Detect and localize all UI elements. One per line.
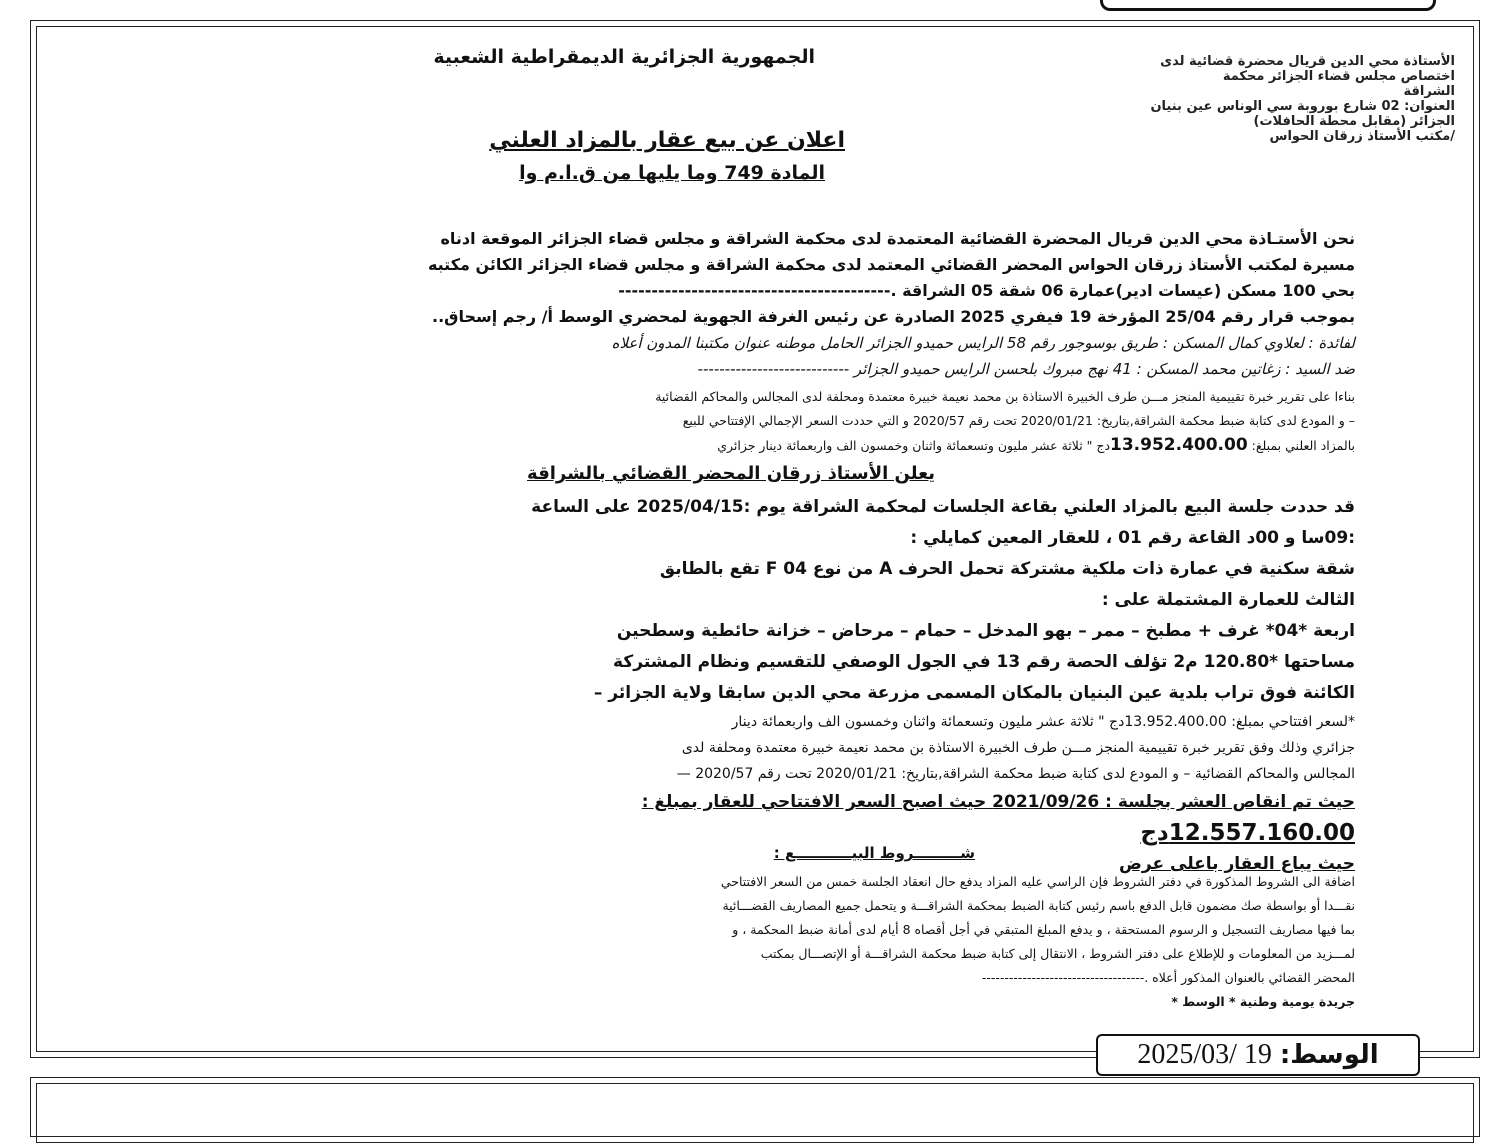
sale-line: اربعة *04* غرف + مطبخ – ممر – بهو المدخل – حمام – مرحاض – خزانة حائطية وسطحين: [616, 621, 1355, 641]
conditions-paragraph: [85, 870, 1355, 1014]
expertise-paragraph: [85, 385, 1355, 458]
condition-line: المحضر القضائي بالعنوان المذكور أعلاه .------------------------------------: [981, 970, 1355, 985]
initial-price-amount: 13.952.400.00: [1110, 435, 1248, 455]
sale-line: :09سا و 00د القاعة رقم 01 ، للعقار المعين كمايلي :: [910, 528, 1355, 548]
initial-price-suffix: دج " ثلاثة عشر مليون وتسعمائة واثنان وخمسون الف واربعمائة دينار جزائري: [717, 438, 1111, 453]
office-line: العنوان: 02 شارع بوروبة سي الوناس عين بنيان: [1150, 99, 1455, 114]
sale-line: الثالث للعمارة المشتملة على :: [1101, 590, 1355, 610]
intro-line: مسيرة لمكتب الأستاذ زرقان الحواس المحضر القضائي المعتمد لدى محكمة الشراقة و مجلس قضاء الجزائر الكائن مكتبه: [427, 255, 1355, 274]
publication-date: 2025/03/ 19: [1137, 1039, 1272, 1070]
notice-title: اعلان عن بيع عقار بالمزاد العلني: [489, 128, 845, 153]
reduced-price-amount: 12.557.160.00دج: [1140, 820, 1355, 846]
highest-bid-note: حيث يباع العقار باعلى عرض: [1119, 854, 1355, 874]
office-line: /مكتب الأستاذ زرقان الحواس: [1269, 129, 1455, 144]
condition-line: نقـــدا أو بواسطة صك مضمون قابل الدفع باسم رئيس كتابة الضبط بمحكمة الشراقـــة و يتحمل جميع المصاريف القضـــائية: [722, 898, 1355, 913]
initial-price-prefix: بالمزاد العلني بمبلغ:: [1251, 438, 1355, 453]
expertise-line: – و المودع لدى كتابة ضبط محكمة الشراقة,بتاريخ: 2020/01/21 تحت رقم 2020/57 و التي حددت السعر الإجمالي الإفتتاحي للبيع: [682, 413, 1355, 428]
expertise-line: بناءا على تقرير خبرة تقييمية المنجز مـــن طرف الخبيرة الاستاذة بن محمد نعيمة خبيرة معتمدة ومحلفة لدى المجالس والمحاكم القضائية: [655, 389, 1355, 404]
sale-line: الكائنة فوق تراب بلدية عين البنيان بالمكان المسمى مزرعة محي الدين سابقا ولاية الجزائر –: [593, 683, 1355, 703]
condition-line: لمـــزيد من المعلومات و للإطلاع على دفتر الشروط ، الانتقال إلى كتابة ضبط محكمة الشراقـــة أو الإتصـــال بمكتب: [760, 946, 1355, 961]
office-line: الشراقة: [1403, 84, 1455, 99]
initial-price-line: [85, 433, 1355, 458]
republic-header: الجمهورية الجزائرية الديمقراطية الشعبية: [433, 46, 815, 68]
intro-line: نحن الأستـاذة محي الدين قريال المحضرة القضائية المعتمدة لدى محكمة الشراقة و مجلس قضاء الجزائر الموقعة ادناه: [440, 229, 1355, 248]
newspaper-name: الوسط:: [1279, 1040, 1379, 1070]
condition-line: اضافة الى الشروط المذكورة في دفتر الشروط فإن الراسي عليه المزاد يدفع حال انعقاد الجلسة خمس من السعر الافتتاحي: [720, 874, 1355, 889]
sale-details: [85, 492, 1355, 880]
office-line: الأستاذة محي الدين قريال محضرة قضائية لدى: [1160, 54, 1455, 69]
conditions-heading: شـــــــــروط البيـــــــــــع :: [773, 844, 975, 862]
intro-paragraph: [85, 226, 1355, 382]
auction-notice-document: [60, 40, 1455, 1040]
next-frame-inner: [36, 1083, 1474, 1143]
intro-line: بموجب قرار رقم 25/04 المؤرخة 19 فيفري 2025 الصادرة عن رئيس الغرفة الجهوية لمحضري الوسط أ/ رجم إسحاق..: [432, 307, 1355, 326]
condition-line: بما فيها مصاريف التسجيل و الرسوم المستحقة ، و يدفع المبلغ المتبقي في أجل أقصاه 8 أيام لدى أمانة ضبط المحكمة ، و: [732, 922, 1355, 937]
top-tab-decoration: [1100, 0, 1436, 11]
sale-line: قد حددت جلسة البيع بالمزاد العلني بقاعة الجلسات لمحكمة الشراقة يوم :2025/04/15 على الساعة: [531, 497, 1355, 517]
announcement-heading: يعلن الأستاذ زرقان المحضر القضائي بالشراقة: [527, 463, 935, 484]
price-reduction-line: حيث تم انقاص العشر بجلسة : 2021/09/26 حيث اصبح السعر الافتتاحي للعقار بمبلغ :: [641, 792, 1355, 812]
notice-subtitle: المادة 749 وما يليها من ق.ا.م وا: [519, 162, 825, 184]
against-line: ضد السيد : زغاتين محمد المسكن : 41 نهج مبروك بلحسن الرايس حميدو الجزائر ----------------------------: [697, 360, 1355, 378]
sale-line: شقة سكنية في عمارة ذات ملكية مشتركة تحمل الحرف A من نوع F 04 تقع بالطابق: [659, 559, 1355, 579]
intro-line: بحي 100 مسكن (عيسات ادير)عمارة 06 شقة 05 الشراقة .-----------------------------------------: [618, 281, 1355, 300]
price-detail-line: المجالس والمحاكم القضائية – و المودع لدى كتابة ضبط محكمة الشراقة,بتاريخ: 2020/01/21 تحت رقم 2020/57 —: [676, 766, 1355, 782]
price-detail-line: *لسعر افتتاحي بمبلغ: 13.952.400.00دج " ثلاثة عشر مليون وتسعمائة واثنان وخمسون الف واربعمائة دينار: [731, 714, 1355, 730]
office-line: اختصاص مجلس قضاء الجزائر محكمة: [1222, 69, 1455, 84]
bailiff-office-block: [1025, 54, 1455, 144]
price-detail-line: جزائري وذلك وفق تقرير خبرة تقييمية المنجز مـــن طرف الخبيرة الاستاذة بن محمد نعيمة خبيرة معتمدة ومحلفة لدى: [681, 740, 1355, 756]
publication-date-badge: [1096, 1034, 1420, 1076]
sale-line: مساحتها *120.80 م2 تؤلف الحصة رقم 13 في الجول الوصفي للتقسيم ونظام المشتركة: [613, 652, 1355, 672]
beneficiary-line: لفائدة : لعلاوي كمال المسكن : طريق بوسوجور رقم 58 الرايس حميدو الجزائر الحامل موطنه عنوان مكتبنا المدون أعلاه: [611, 334, 1355, 352]
newspaper-line: جريدة يومية وطنية * الوسط *: [1171, 994, 1355, 1009]
office-line: الجزائر (مقابل محطة الحافلات): [1253, 114, 1455, 129]
